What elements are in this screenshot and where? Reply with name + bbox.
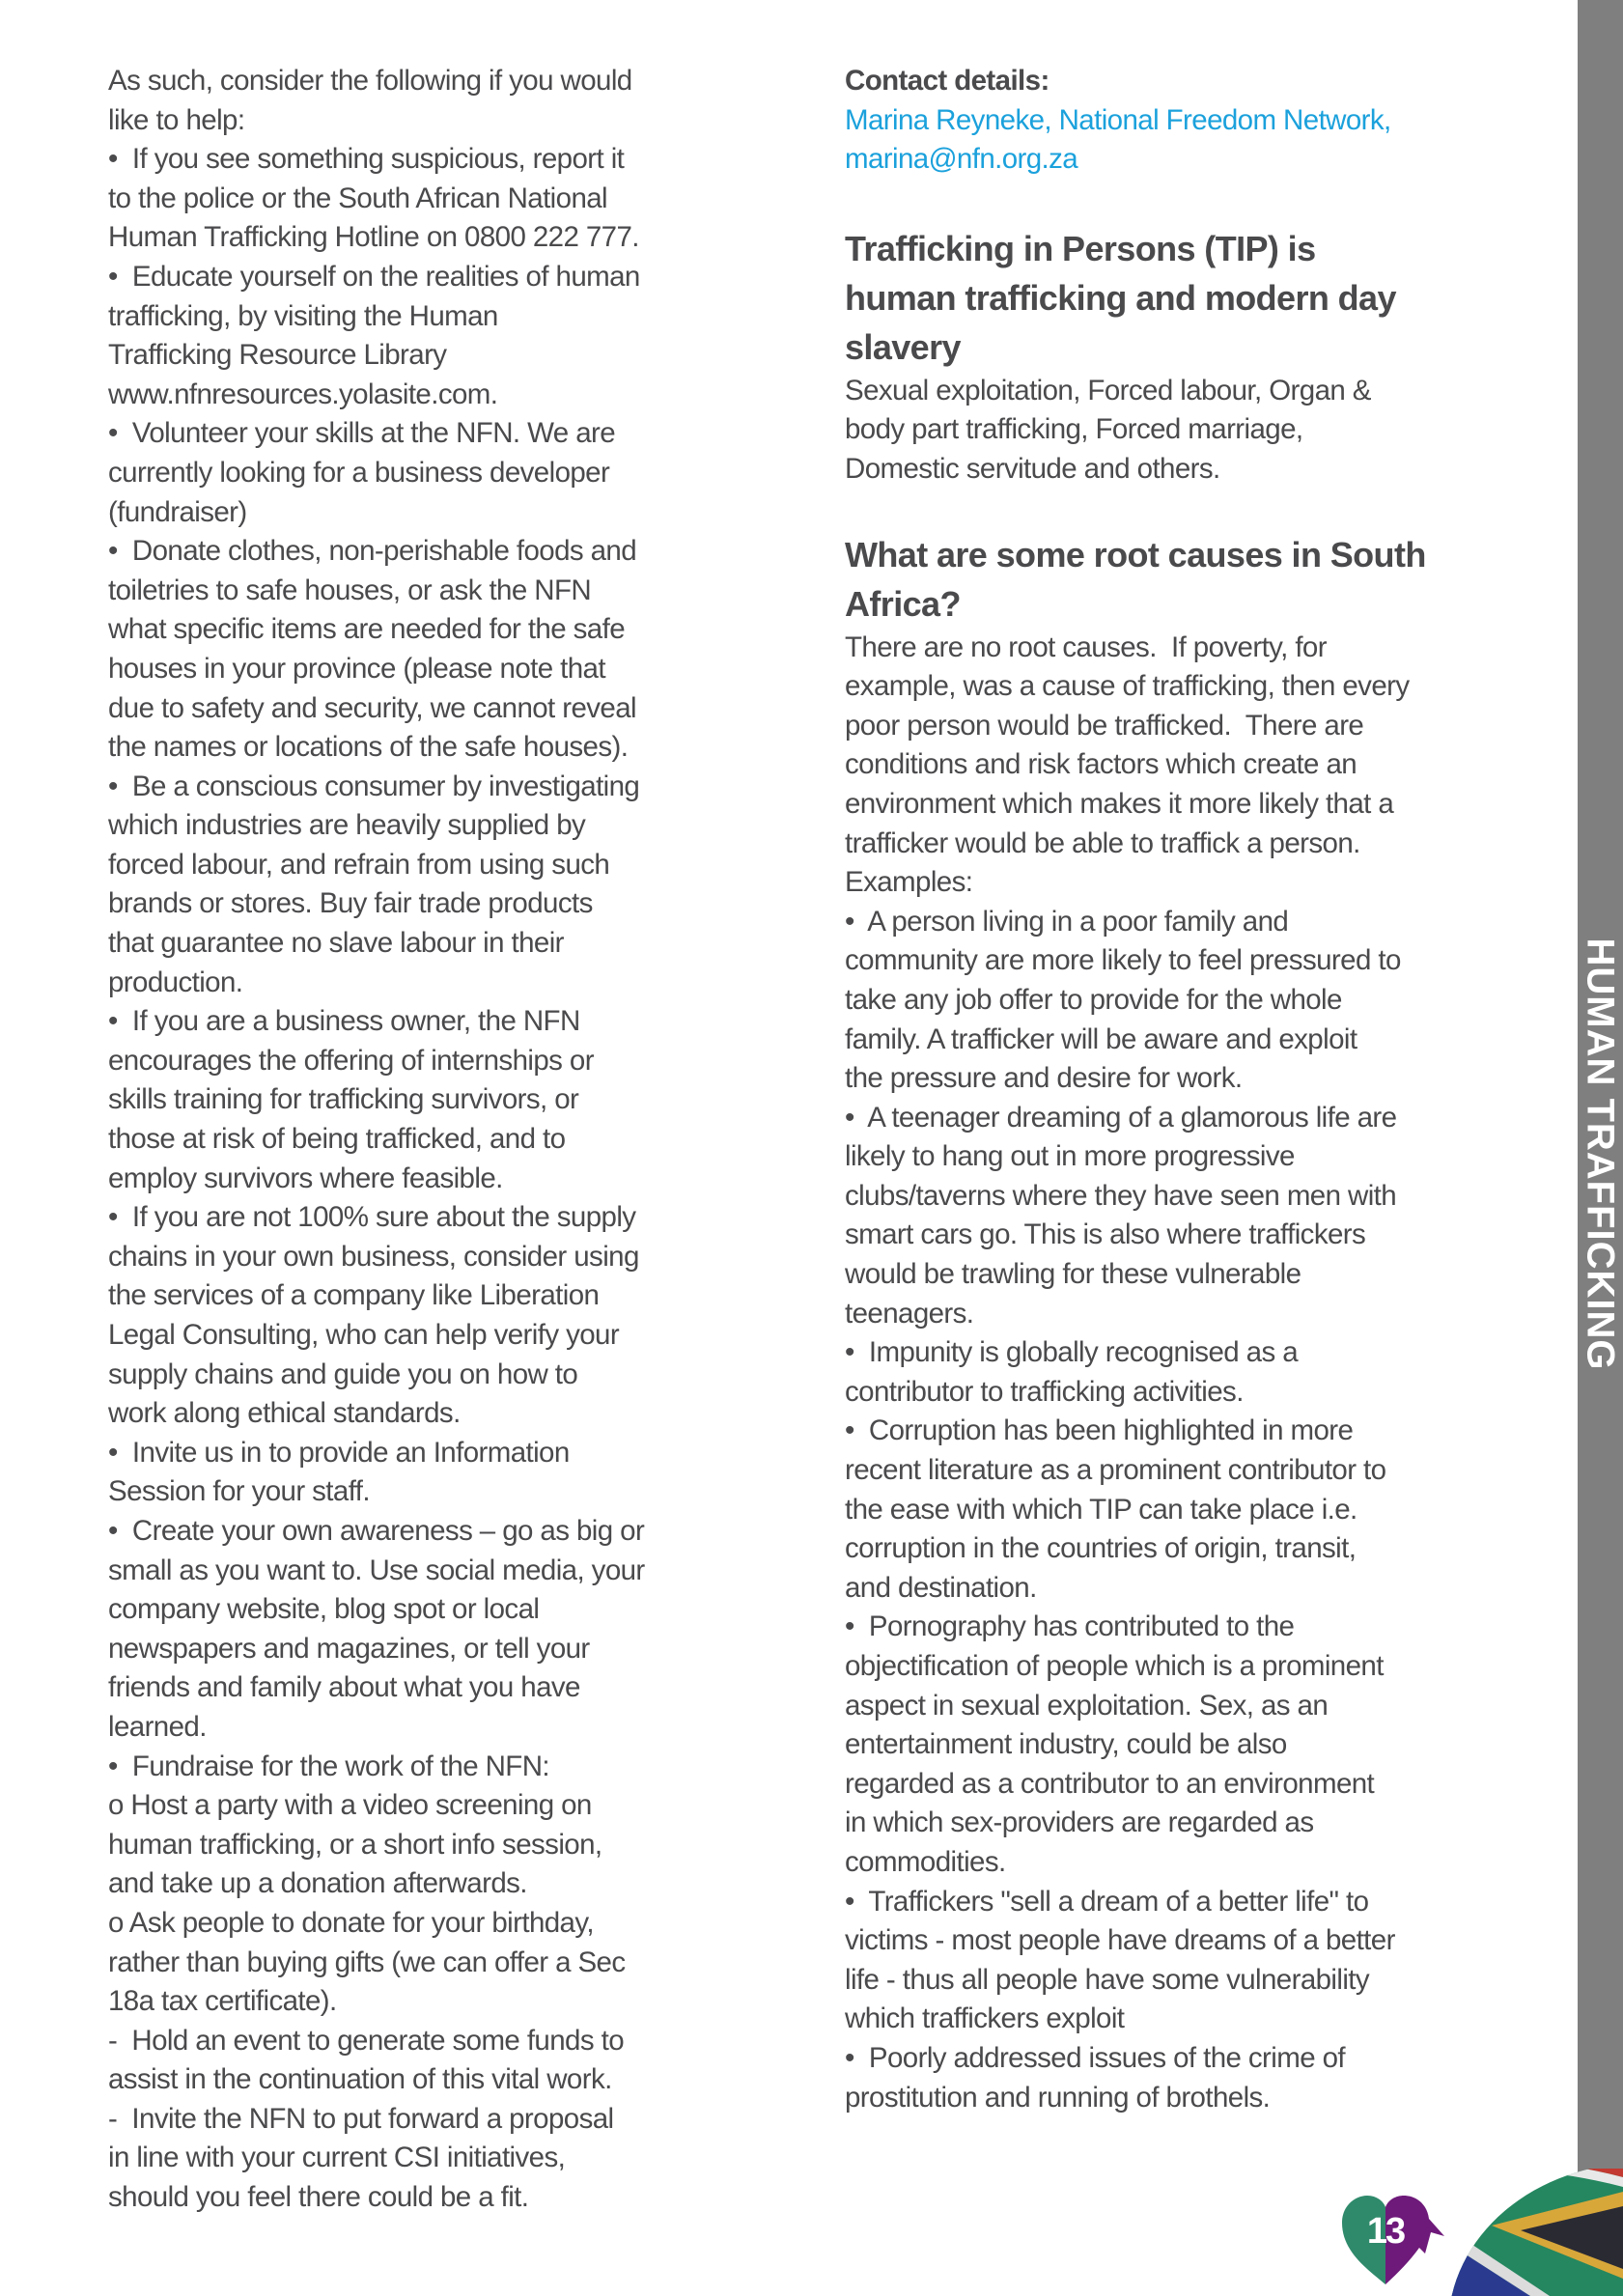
- text-line: the services of a company like Liberation: [108, 1279, 600, 1312]
- text-line: o Ask people to donate for your birthday,: [108, 1906, 594, 1939]
- text-line: those at risk of being trafficked, and to: [108, 1123, 566, 1156]
- text-line: • Volunteer your skills at the NFN. We are: [108, 417, 616, 450]
- text-line: rather than buying gifts (we can offer a Sec: [108, 1946, 626, 1978]
- text-line: • Pornography has contributed to the: [845, 1610, 1295, 1643]
- text-line: entertainment industry, could be also: [845, 1728, 1287, 1761]
- text-line: family. A trafficker will be aware and exploit: [845, 1022, 1357, 1055]
- text-line: Trafficking Resource Library: [108, 339, 447, 372]
- text-line: that guarantee no slave labour in their: [108, 927, 564, 960]
- text-line: small as you want to. Use social media, your: [108, 1554, 645, 1586]
- text-line: Examples:: [845, 866, 973, 899]
- text-line: • Impunity is globally recognised as a: [845, 1336, 1299, 1369]
- text-line: skills training for trafficking survivors, or: [108, 1083, 579, 1116]
- text-line: • Fundraise for the work of the NFN:: [108, 1750, 550, 1782]
- text-line: learned.: [108, 1710, 207, 1743]
- text-line: • Be a conscious consumer by investigating: [108, 770, 640, 802]
- south-africa-flag-icon: [1443, 2134, 1623, 2296]
- text-line: smart cars go. This is also where traffickers: [845, 1218, 1366, 1251]
- text-line: and destination.: [845, 1571, 1037, 1604]
- text-line: the pressure and desire for work.: [845, 1062, 1243, 1095]
- text-line: Session for your staff.: [108, 1475, 370, 1508]
- text-line: life - thus all people have some vulnerability: [845, 1963, 1370, 1996]
- text-line: www.nfnresources.yolasite.com.: [108, 378, 498, 410]
- root-causes-body: [845, 629, 1521, 2118]
- text-line: • Donate clothes, non-perishable foods and: [108, 535, 637, 568]
- text-line: • Invite us in to provide an Information: [108, 1436, 570, 1469]
- text-line: work along ethical standards.: [108, 1397, 461, 1430]
- text-line: (fundraiser): [108, 495, 247, 528]
- text-line: toiletries to safe houses, or ask the NFN: [108, 574, 592, 606]
- text-line: • If you are not 100% sure about the supply: [108, 1201, 636, 1234]
- page-number: 13: [1366, 2211, 1405, 2252]
- text-line: Human Trafficking Hotline on 0800 222 777.: [108, 221, 639, 254]
- text-line: victims - most people have dreams of a better: [845, 1924, 1395, 1957]
- text-line: human trafficking, or a short info session,: [108, 1828, 602, 1861]
- text-line: newspapers and magazines, or tell your: [108, 1632, 590, 1665]
- text-line: • Create your own awareness – go as big or: [108, 1514, 645, 1547]
- text-line: clubs/taverns where they have seen men with: [845, 1179, 1397, 1212]
- text-line: There are no root causes. If poverty, for: [845, 630, 1327, 663]
- text-line: encourages the offering of internships or: [108, 1044, 594, 1077]
- text-line: houses in your province (please note that: [108, 652, 605, 685]
- contact-email-link[interactable]: marina@nfn.org.za: [845, 143, 1078, 176]
- text-line: body part trafficking, Forced marriage,: [845, 413, 1303, 446]
- text-line: like to help:: [108, 103, 245, 136]
- text-line: friends and family about what you have: [108, 1671, 580, 1704]
- text-line: to the police or the South African National: [108, 182, 608, 214]
- text-line: o Host a party with a video screening on: [108, 1789, 592, 1822]
- text-line: which traffickers exploit: [845, 2002, 1125, 2035]
- text-line: would be trawling for these vulnerable: [845, 1258, 1301, 1291]
- text-line: trafficker would be able to traffick a person.: [845, 826, 1360, 859]
- text-line: aspect in sexual exploitation. Sex, as an: [845, 1689, 1329, 1722]
- text-line: - Invite the NFN to put forward a proposal: [108, 2102, 614, 2135]
- text-line: what specific items are needed for the safe: [108, 613, 626, 646]
- text-line: currently looking for a business developer: [108, 456, 610, 489]
- text-line: • A teenager dreaming of a glamorous life are: [845, 1101, 1397, 1134]
- text-line: environment which makes it more likely that a: [845, 787, 1394, 820]
- text-line: likely to hang out in more progressive: [845, 1140, 1295, 1173]
- text-line: objectification of people which is a prominent: [845, 1650, 1384, 1682]
- text-line: • If you see something suspicious, report it: [108, 143, 625, 176]
- text-line: the names or locations of the safe houses).: [108, 731, 629, 764]
- text-line: contributor to trafficking activities.: [845, 1375, 1244, 1408]
- text-line: take any job offer to provide for the whole: [845, 983, 1342, 1016]
- text-line: poor person would be trafficked. There are: [845, 709, 1364, 742]
- text-line: in line with your current CSI initiatives,: [108, 2142, 566, 2174]
- tip-body: [845, 372, 1521, 490]
- left-column: [108, 62, 736, 2218]
- text-line: employ survivors where feasible.: [108, 1162, 503, 1194]
- text-line: trafficking, by visiting the Human: [108, 299, 498, 332]
- text-line: corruption in the countries of origin, transit,: [845, 1532, 1357, 1565]
- text-line: • Poorly addressed issues of the crime of: [845, 2041, 1346, 2074]
- text-line: • If you are a business owner, the NFN: [108, 1005, 580, 1038]
- text-line: Domestic servitude and others.: [845, 452, 1220, 485]
- heading-line: Africa?: [845, 583, 961, 624]
- text-line: community are more likely to feel pressured to: [845, 944, 1401, 977]
- heading-line: Trafficking in Persons (TIP) is: [845, 228, 1316, 268]
- text-line: which industries are heavily supplied by: [108, 809, 586, 842]
- sidebar-label: [1578, 893, 1623, 1414]
- right-column: [845, 62, 1521, 2117]
- text-line: brands or stores. Buy fair trade products: [108, 887, 593, 920]
- text-line: 18a tax certificate).: [108, 1985, 337, 2018]
- text-line: prostitution and running of brothels.: [845, 2081, 1271, 2114]
- text-line: As such, consider the following if you would: [108, 65, 632, 97]
- text-line: should you feel there could be a fit.: [108, 2181, 529, 2214]
- text-line: • Corruption has been highlighted in more: [845, 1414, 1354, 1447]
- text-line: • Educate yourself on the realities of human: [108, 260, 640, 293]
- tip-heading: [845, 224, 1521, 372]
- text-line: in which sex-providers are regarded as: [845, 1806, 1314, 1839]
- text-line: regarded as a contributor to an environment: [845, 1767, 1375, 1800]
- text-line: • Traffickers "sell a dream of a better life" to: [845, 1885, 1369, 1918]
- text-line: Legal Consulting, who can help verify your: [108, 1319, 620, 1351]
- root-causes-heading: [845, 530, 1521, 629]
- text-line: and take up a donation afterwards.: [108, 1867, 527, 1900]
- text-line: chains in your own business, consider using: [108, 1240, 639, 1273]
- text-line: production.: [108, 966, 243, 998]
- text-line: recent literature as a prominent contributor to: [845, 1454, 1386, 1487]
- text-line: the ease with which TIP can take place i.e.: [845, 1493, 1357, 1526]
- text-line: company website, blog spot or local: [108, 1593, 540, 1626]
- text-line: commodities.: [845, 1845, 1006, 1878]
- contact-name-link[interactable]: Marina Reyneke, National Freedom Network,: [845, 103, 1391, 136]
- text-line: example, was a cause of trafficking, then every: [845, 670, 1410, 703]
- contact-label: Contact details:: [845, 65, 1049, 97]
- heading-line: What are some root causes in South: [845, 534, 1426, 574]
- text-line: forced labour, and refrain from using such: [108, 848, 610, 881]
- text-line: • A person living in a poor family and: [845, 905, 1289, 938]
- text-line: due to safety and security, we cannot reveal: [108, 691, 636, 724]
- text-line: Sexual exploitation, Forced labour, Organ &: [845, 374, 1371, 406]
- text-line: assist in the continuation of this vital work.: [108, 2063, 612, 2096]
- text-line: teenagers.: [845, 1297, 974, 1330]
- text-line: - Hold an event to generate some funds to: [108, 2024, 625, 2057]
- heading-line: human trafficking and modern day: [845, 277, 1396, 318]
- sidebar-title: HUMAN TRAFFICKING: [1580, 937, 1622, 1371]
- text-line: conditions and risk factors which create an: [845, 748, 1357, 781]
- text-line: supply chains and guide you on how to: [108, 1358, 578, 1390]
- heading-line: slavery: [845, 326, 961, 367]
